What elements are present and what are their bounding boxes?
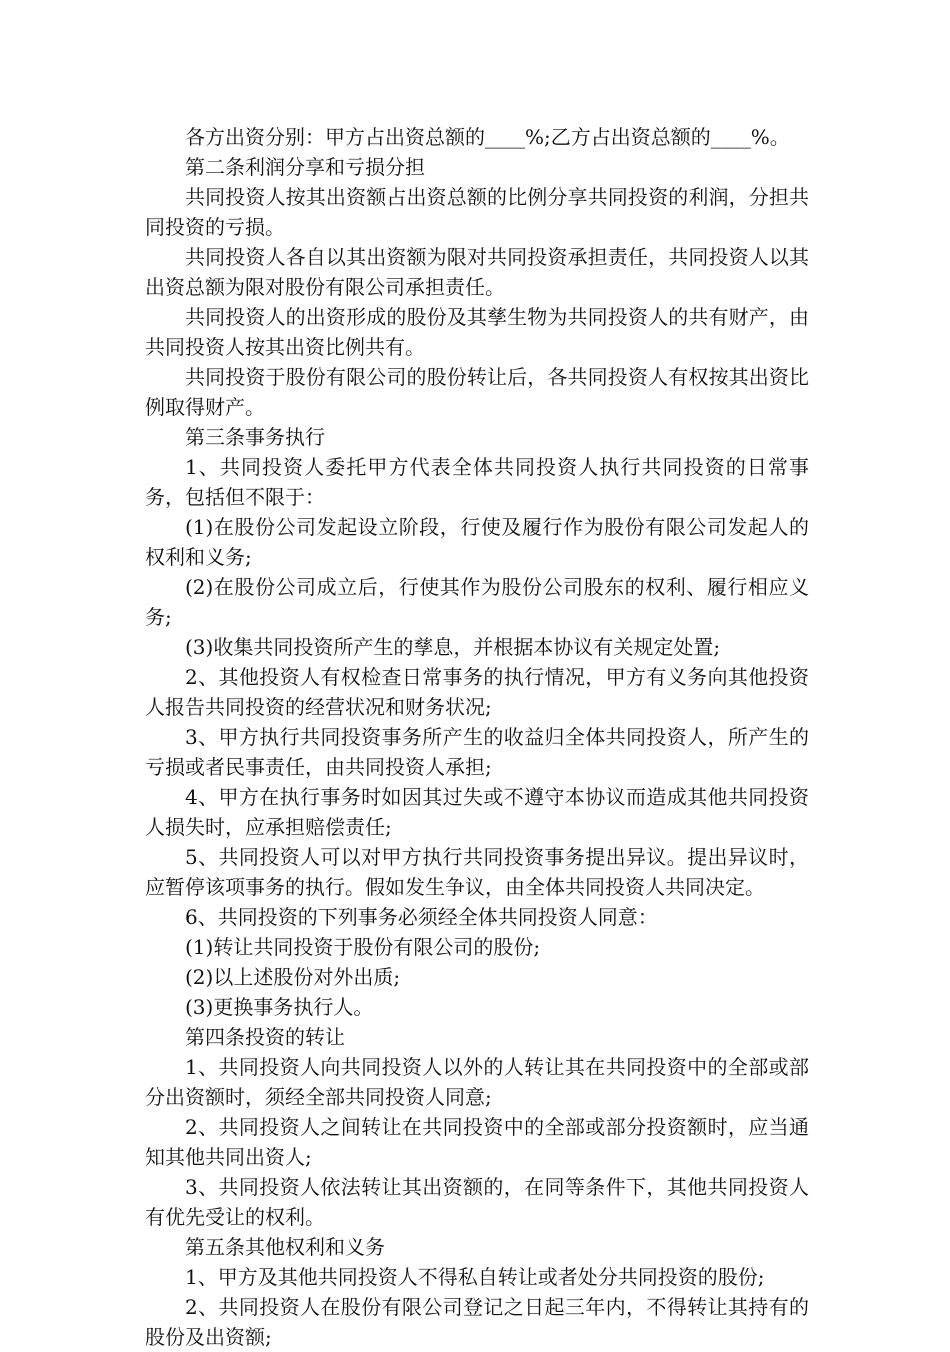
clause-3-1: 1、共同投资人委托甲方代表全体共同投资人执行共同投资的日常事务，包括但不限于：	[145, 455, 809, 509]
clause-4-2: 2、共同投资人之间转让在共同投资中的全部或部分投资额时，应当通知其他共同出资人;	[145, 1115, 809, 1169]
clause-3-2: 2、其他投资人有权检查日常事务的执行情况，甲方有义务向其他投资人报告共同投资的经营状况和财务状况;	[145, 665, 809, 719]
document-page	[145, 122, 809, 1352]
article-4-heading: 第四条投资的转让	[185, 1025, 345, 1049]
clause-3-6-item-2: (2)以上述股份对外出质;	[185, 965, 401, 989]
clause-3-5: 5、共同投资人可以对甲方执行共同投资事务提出异议。提出异议时，应暂停该项事务的执行。假如发生争议，由全体共同投资人共同决定。	[145, 845, 809, 899]
liability-paragraph: 共同投资人各自以其出资额为限对共同投资承担责任，共同投资人以其出资总额为限对股份有限公司承担责任。	[145, 245, 809, 299]
clause-3-1-item-1: (1)在股份公司发起设立阶段，行使及履行作为股份有限公司发起人的权利和义务;	[145, 515, 809, 569]
clause-3-1-item-2: (2)在股份公司成立后，行使其作为股份公司股东的权利、履行相应义务;	[145, 575, 809, 629]
clause-5-1: 1、甲方及其他共同投资人不得私自转让或者处分共同投资的股份;	[185, 1265, 765, 1289]
clause-3-3: 3、甲方执行共同投资事务所产生的收益归全体共同投资人，所产生的亏损或者民事责任，由共同投资人承担;	[145, 725, 809, 779]
article-5-heading: 第五条其他权利和义务	[185, 1235, 385, 1259]
clause-3-6-item-1: (1)转让共同投资于股份有限公司的股份;	[185, 935, 541, 959]
share-transfer-paragraph: 共同投资于股份有限公司的股份转让后，各共同投资人有权按其出资比例取得财产。	[145, 365, 809, 419]
clause-5-2: 2、共同投资人在股份有限公司登记之日起三年内，不得转让其持有的股份及出资额;	[145, 1295, 809, 1349]
contribution-ratio-paragraph: 各方出资分别：甲方占出资总额的____%;乙方占出资总额的____%。	[185, 125, 790, 149]
clause-4-3: 3、共同投资人依法转让其出资额的，在同等条件下，其他共同投资人有优先受让的权利。	[145, 1175, 809, 1229]
article-3-heading: 第三条事务执行	[185, 425, 325, 449]
clause-4-1: 1、共同投资人向共同投资人以外的人转让其在共同投资中的全部或部分出资额时，须经全部共同投资人同意;	[145, 1055, 809, 1109]
joint-property-paragraph: 共同投资人的出资形成的股份及其孳生物为共同投资人的共有财产，由共同投资人按其出资比例共有。	[145, 305, 809, 359]
profit-sharing-paragraph: 共同投资人按其出资额占出资总额的比例分享共同投资的利润，分担共同投资的亏损。	[145, 185, 809, 239]
article-2-heading: 第二条利润分享和亏损分担	[185, 155, 425, 179]
clause-3-1-item-3: (3)收集共同投资所产生的孳息，并根据本协议有关规定处置;	[185, 635, 721, 659]
clause-3-4: 4、甲方在执行事务时如因其过失或不遵守本协议而造成其他共同投资人损失时，应承担赔偿责任;	[145, 785, 809, 839]
clause-3-6: 6、共同投资的下列事务必须经全体共同投资人同意：	[185, 905, 658, 929]
clause-3-6-item-3: (3)更换事务执行人。	[185, 995, 374, 1019]
